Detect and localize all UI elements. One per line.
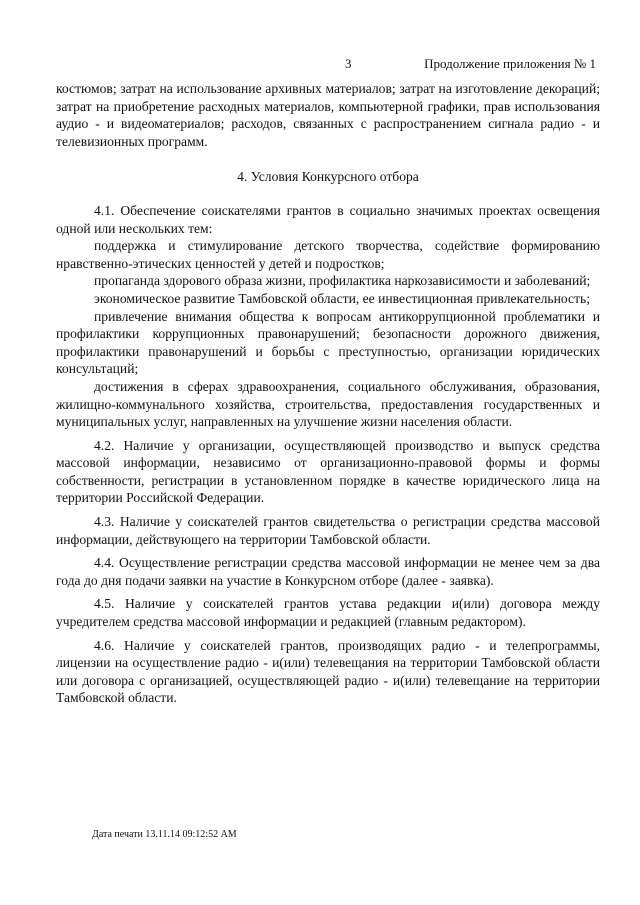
page-number: 3 bbox=[345, 56, 352, 71]
section-title: 4. Условия Конкурсного отбора bbox=[237, 169, 419, 185]
document-body bbox=[56, 80, 600, 707]
continuation-label: Продолжение приложения № 1 bbox=[424, 56, 596, 71]
list-item-health: пропаганда здорового образа жизни, профилактика наркозависимости и заболеваний; bbox=[94, 273, 591, 289]
paragraph-4-4: 4.4. Осуществление регистрации средства массовой информации не менее чем за два года до дня подачи заявки на участие в Конкурсном отборе (далее - заявка). bbox=[56, 555, 600, 588]
paragraph-4-6: 4.6. Наличие у соискателей грантов, производящих радио - и телепрограммы, лицензии на осуществление радио - и(или) телевещания на территории Тамбовской области или договора с организацией, осуществляющей радио - и(или) телевещание на территории Тамбовской области. bbox=[56, 637, 600, 706]
paragraph-4-1: 4.1. Обеспечение соискателями грантов в социально значимых проектах освещения одной или нескольких тем: bbox=[56, 202, 600, 236]
paragraph-4-3: 4.3. Наличие у соискателей грантов свидетельства о регистрации средства массовой информации, действующего на территории Тамбовской области. bbox=[56, 514, 600, 547]
paragraph-4-5: 4.5. Наличие у соискателей грантов устава редакции и(или) договора между учредителем средства массовой информации и редакцией (главным редактором). bbox=[56, 596, 600, 630]
intro-paragraph: костюмов; затрат на использование архивных материалов; затрат на изготовление декораций; затрат на приобретение расходных материалов, компьютерной графики, прав использования аудио - и видеоматериалов; расходов, связанных с распространением сигнала радио - и телевизионных программ. bbox=[56, 81, 600, 149]
list-item-economy: экономическое развитие Тамбовской области, ее инвестиционная привлекательность; bbox=[94, 290, 590, 306]
list-item-children: поддержка и стимулирование детского творчества, содействие формированию нравственно-этических ценностей у детей и подростков; bbox=[56, 238, 600, 271]
list-item-achievements: достижения в сферах здравоохранения, социального обслуживания, образования, жилищно-коммунального хозяйства, строительства, предоставления государственных и муниципальных услуг, направленных на улучшение жизни населения области. bbox=[56, 378, 600, 430]
paragraph-4-2: 4.2. Наличие у организации, осуществляющей производство и выпуск средства массовой информации, независимо от организационно-правовой формы и формы собственности, регистрации в установленном порядке в качестве юридического лица на территории Российской Федерации. bbox=[56, 437, 600, 506]
list-item-anticorruption: привлечение внимания общества к вопросам антикоррупционной проблематики и профилактики коррупционных правонарушений; безопасности дорожного движения, профилактики правонарушений и борьбы с преступностью, организации юридических консультаций; bbox=[56, 308, 600, 377]
print-date-footer: Дата печати 13.11.14 09:12:52 AM bbox=[92, 829, 237, 840]
